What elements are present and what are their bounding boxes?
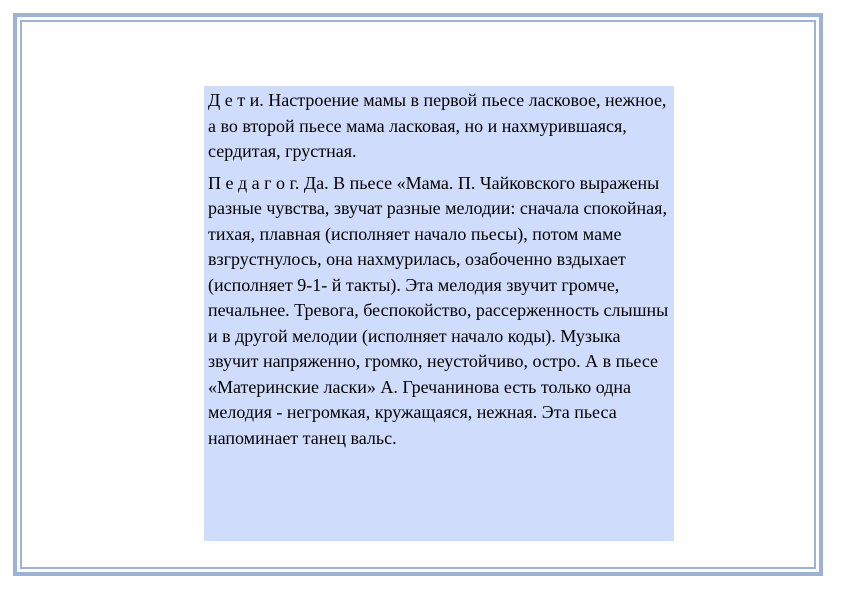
children-line: Настроение мамы в первой пьесе ласковое, нежное, а во второй пьесе мама ласковая, но и нахмурившаяся, сердитая, грустная. — [208, 90, 667, 161]
teacher-line: Да. В пьесе «Мама. П. Чайковского выражены разные чувства, звучат разные мелодии: сначала спокойная, тихая, плавная (исполняет начало пьесы), потом маме взгрустнулось, она нахмурилась, озабоченно вздыхает (исполняет 9-1- й такты). Эта мелодия звучит громче, печальнее. Тревога, беспокойство, рассерженность слышны и в другой мелодии (исполняет начало коды). Музыка звучит напряженно, громко, неустойчиво, остро. А в пьесе «Материнские ласки» А. Гречанинова есть только одна мелодия - негромкая, кружащаяся, нежная. Эта пьеса напоминает танец вальс. — [208, 172, 669, 448]
speaker-children: Д е т и. — [208, 90, 264, 110]
speaker-teacher: П е д а г о г. — [208, 172, 300, 193]
dialogue-text-box — [204, 86, 674, 541]
dialogue-paragraph-children — [208, 88, 670, 165]
dialogue-paragraph-teacher — [208, 171, 670, 452]
